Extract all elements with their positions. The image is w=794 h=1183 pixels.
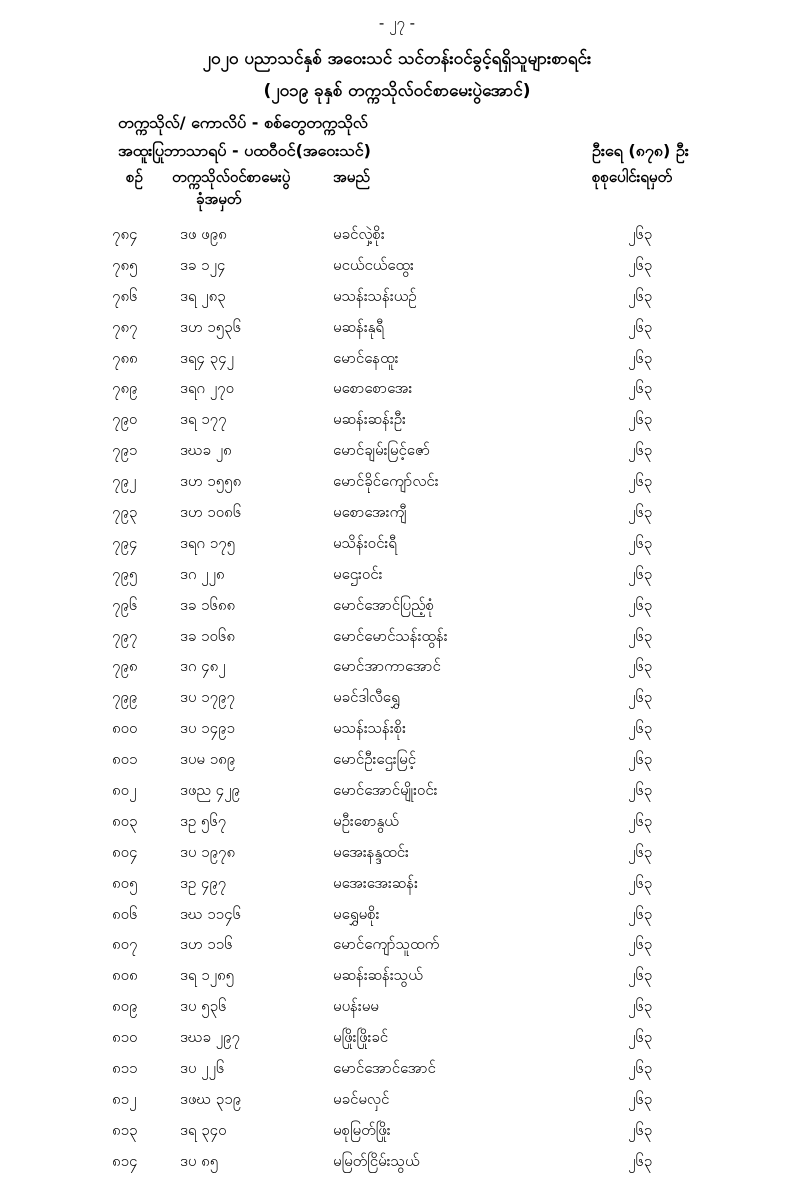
column-header-no: စဉ်: [126, 168, 143, 186]
table-row: [0, 1059, 794, 1090]
total-mark: ၂၆၃: [628, 1059, 653, 1078]
student-name: မဌေးဝင်း: [333, 564, 383, 583]
column-header-roll: တက္ကသိုလ်ဝင်စာမေးပွဲ: [172, 168, 291, 186]
student-name: မောင်နေထူး: [333, 348, 399, 367]
total-mark: ၂၆၃: [628, 719, 653, 738]
row-number: ၇၈၄: [112, 225, 138, 243]
table-row: [0, 966, 794, 997]
table-row: [0, 627, 794, 658]
subject-label: အထူးပြုဘာသာရပ် - ပထဝီဝင်(အဝေးသင်): [118, 141, 371, 160]
student-name: မဆန်းနုရီ: [333, 317, 385, 336]
row-number: ၇၈၉: [112, 379, 138, 398]
table-row: [0, 657, 794, 688]
roll-number: ဒရ ၁၇၇: [180, 410, 227, 429]
table-row: [0, 874, 794, 905]
total-mark: ၂၆၃: [628, 811, 653, 830]
roll-number: ဒဟ ၁၅၃၆: [180, 317, 242, 336]
row-number: ၇၈၅: [112, 255, 138, 274]
student-name: မသန်းသန်းစိုး: [333, 719, 406, 738]
student-name: မငယ်ငယ်ထွေး: [333, 255, 414, 274]
table-row: [0, 503, 794, 534]
row-number: ၈၀၀: [112, 719, 138, 738]
row-number: ၇၈၇: [112, 317, 138, 336]
total-mark: ၂၆၃: [628, 935, 653, 954]
table-row: [0, 287, 794, 318]
total-mark: ၂၆၃: [628, 533, 653, 552]
table-row: [0, 1121, 794, 1152]
table-row: [0, 472, 794, 503]
student-name: မောင်အောင်မျိုးဝင်း: [333, 781, 438, 800]
table-row: [0, 349, 794, 380]
table-row: [0, 534, 794, 565]
column-header-roll-line2: ခုံအမှတ်: [196, 190, 242, 208]
table-row: [0, 596, 794, 627]
total-mark: ၂၆၃: [628, 1089, 653, 1108]
student-name: မဖြိုးဖြိုးခင်: [333, 1028, 389, 1047]
roll-number: ဒရ ၂၈၃: [180, 286, 226, 305]
document-title: ၂၀၂၀ ပညာသင်နှစ် အဝေးသင် သင်တန်းဝင်ခွင့်ရရှိသူများစာရင်း: [202, 49, 592, 69]
roll-number: ဒခ ၁၆၈၈: [180, 595, 236, 614]
row-number: ၈၀၃: [112, 811, 138, 830]
row-number: ၇၈၈: [112, 348, 138, 367]
roll-number: ဒဂ ၂၂၈: [180, 564, 225, 583]
roll-number: ဒရ ၃၄၀: [180, 1120, 227, 1139]
roll-number: ဒဟ ၁၅၅၈: [180, 472, 242, 491]
student-name: မောင်အောင်အောင်: [333, 1059, 436, 1078]
table-row: [0, 843, 794, 874]
row-number: ၇၉၅: [112, 564, 138, 583]
student-name: မအေးအေးဆန်း: [333, 873, 418, 892]
total-mark: ၂၆၃: [628, 255, 653, 274]
table-row: [0, 812, 794, 843]
row-number: ၇၈၆: [112, 286, 138, 305]
total-mark: ၂၆၃: [628, 997, 653, 1016]
total-mark: ၂၆၃: [628, 842, 653, 861]
total-mark: ၂၆၃: [628, 1151, 653, 1170]
student-name: မောင်ခိုင်ကျော်လင်း: [333, 472, 439, 491]
student-name: မစောအေးကျီ: [333, 503, 407, 522]
student-name: မသန်းသန်းယဉ်: [333, 286, 417, 305]
roll-number: ဒပ ၁၇၉၇: [180, 688, 235, 707]
student-name: မောင်အာကာအောင်: [333, 657, 441, 676]
row-number: ၇၉၈: [112, 657, 138, 676]
table-row: [0, 688, 794, 719]
table-row: [0, 410, 794, 441]
roll-number: ဒခ ၁၀၆၈: [180, 626, 235, 645]
row-number: ၈၁၀: [112, 1028, 138, 1047]
total-mark: ၂၆၃: [628, 286, 653, 305]
roll-number: ဒပ ၅၃၆: [180, 997, 227, 1016]
table-row: [0, 225, 794, 256]
student-name: မခင်လှဲ့စိုး: [333, 225, 385, 243]
table-row: [0, 719, 794, 750]
student-name: မဆန်းဆန်းဦး: [333, 410, 406, 429]
student-name: မအေးနန္ဒထင်း: [333, 842, 409, 861]
student-name: မသိန်းဝင်းရီ: [333, 533, 397, 552]
roll-number: ဒပမ ၁၈၉: [180, 750, 236, 769]
total-mark: ၂၆၃: [628, 1120, 653, 1139]
table-row: [0, 750, 794, 781]
roll-number: ဒဃခ ၂၈: [180, 441, 232, 460]
student-name: မပန်းမမ: [333, 997, 379, 1016]
total-mark: ၂၆၃: [628, 750, 653, 769]
total-mark: ၂၆၃: [628, 1028, 653, 1047]
total-mark: ၂၆၃: [628, 472, 653, 491]
department-label: တက္ကသိုလ်/ ကောလိပ် - စစ်တွေတက္ကသိုလ်: [118, 113, 368, 132]
roll-number: ဒပ ၁၄၉၁: [180, 719, 235, 738]
page-number: - ၂၇ -: [378, 14, 416, 32]
row-number: ၈၀၅: [112, 873, 138, 892]
table-row: [0, 379, 794, 410]
total-mark: ၂၆၃: [628, 657, 653, 676]
student-name: မခင်ဒါလီရွှေ: [333, 688, 400, 707]
table-row: [0, 781, 794, 812]
row-number: ၈၀၆: [112, 904, 138, 923]
roll-number: ဒခ ၁၂၄: [180, 255, 226, 274]
row-number: ၈၁၂: [112, 1089, 137, 1108]
row-number: ၈၁၄: [112, 1151, 138, 1170]
row-number: ၇၉၂: [112, 472, 137, 491]
column-header-mark: စုစုပေါင်းရမှတ်: [592, 168, 673, 186]
total-mark: ၂၆၃: [628, 410, 653, 429]
total-mark: ၂၆၃: [628, 317, 653, 336]
table-row: [0, 441, 794, 472]
table-row: [0, 1028, 794, 1059]
total-mark: ၂၆၃: [628, 503, 653, 522]
row-number: ၈၀၇: [112, 935, 138, 954]
roll-number: ဒပ ၈၅: [180, 1151, 219, 1170]
row-number: ၈၀၂: [112, 781, 137, 800]
total-mark: ၂၆၃: [628, 873, 653, 892]
roll-number: ဒဖဃ ၃၁၉: [180, 1089, 242, 1108]
document-subtitle: (၂၀၁၉ ခုနှစ် တက္ကသိုလ်ဝင်စာမေးပွဲအောင်): [263, 81, 531, 101]
row-number: ၈၀၉: [112, 997, 138, 1016]
roll-number: ဒဟ ၁၁၆: [180, 935, 233, 954]
column-header-name: အမည်: [333, 168, 370, 186]
row-number: ၇၉၄: [112, 533, 138, 552]
student-name: မောင်အောင်ပြည့်စုံ: [333, 595, 435, 614]
row-number: ၇၉၇: [112, 626, 138, 645]
table-row: [0, 256, 794, 287]
row-number: ၈၀၄: [112, 842, 138, 861]
student-list: [0, 225, 794, 1183]
table-row: [0, 1152, 794, 1183]
table-row: [0, 565, 794, 596]
roll-number: ဒဟ ၁၀၈၆: [180, 503, 242, 522]
total-mark: ၂၆၃: [628, 564, 653, 583]
row-number: ၈၀၈: [112, 966, 138, 985]
student-name: မောင်ကျော်သူထက်: [333, 935, 440, 954]
row-number: ၇၉၁: [112, 441, 138, 460]
row-number: ၇၉၆: [112, 595, 138, 614]
student-name: မဆန်းဆန်းသွယ်: [333, 966, 423, 985]
roll-number: ဒဃ ၁၁၄၆: [180, 904, 241, 923]
total-mark: ၂၆၃: [628, 626, 653, 645]
student-name: မောင်မောင်သန်းထွန်း: [333, 626, 448, 645]
roll-number: ဒရဂ ၁၇၅: [180, 533, 236, 552]
total-mark: ၂၆၃: [628, 966, 653, 985]
total-mark: ၂၆၃: [628, 441, 653, 460]
student-count: ဦးရေ (၈၇၈) ဦး: [592, 141, 689, 160]
student-name: မမြတ်ငြိမ်းသွယ်: [333, 1151, 420, 1170]
student-name: မစုမြတ်ဖြိုး: [333, 1120, 391, 1139]
row-number: ၈၀၁: [112, 750, 138, 769]
student-name: မစောစောအေး: [333, 379, 413, 398]
table-row: [0, 905, 794, 936]
table-row: [0, 1090, 794, 1121]
roll-number: ဒရဂ ၂၇၀: [180, 379, 235, 398]
student-name: မခင်မလှင်: [333, 1089, 390, 1108]
total-mark: ၂၆၃: [628, 688, 653, 707]
roll-number: ဒရ၄ ၃၄၂: [180, 348, 234, 367]
total-mark: ၂၆၃: [628, 904, 653, 923]
roll-number: ဒဂ ၄၈၂: [180, 657, 226, 676]
table-row: [0, 318, 794, 349]
roll-number: ဒပ ၁၉၇၈: [180, 842, 236, 861]
student-name: မဦးစောနွယ်: [333, 811, 399, 830]
total-mark: ၂၆၃: [628, 781, 653, 800]
row-number: ၇၉၉: [112, 688, 138, 707]
row-number: ၇၉၃: [112, 503, 138, 522]
roll-number: ဒဖ ဖ၉၈: [180, 225, 227, 243]
roll-number: ဒဥ ၅၆၇: [180, 811, 227, 830]
row-number: ၈၁၁: [112, 1059, 138, 1078]
total-mark: ၂၆၃: [628, 379, 653, 398]
row-number: ၈၁၃: [112, 1120, 138, 1139]
table-row: [0, 997, 794, 1028]
total-mark: ၂၆၃: [628, 225, 653, 243]
student-name: မရွှေမစိုး: [333, 904, 380, 923]
roll-number: ဒပ ၂၂၆: [180, 1059, 225, 1078]
roll-number: ဒဥ ၄၉၇: [180, 873, 227, 892]
student-name: မောင်ဦးဌေးမြင့်: [333, 750, 417, 769]
total-mark: ၂၆၃: [628, 595, 653, 614]
total-mark: ၂၆၃: [628, 348, 653, 367]
roll-number: ဒရ ၁၂၈၅: [180, 966, 235, 985]
student-name: မောင်ချမ်းမြင့်ဇော်: [333, 441, 431, 460]
table-row: [0, 935, 794, 966]
roll-number: ဒဖည ၄၂၉: [180, 781, 240, 800]
roll-number: ဒဃခ ၂၉၇: [180, 1028, 240, 1047]
row-number: ၇၉၀: [112, 410, 138, 429]
